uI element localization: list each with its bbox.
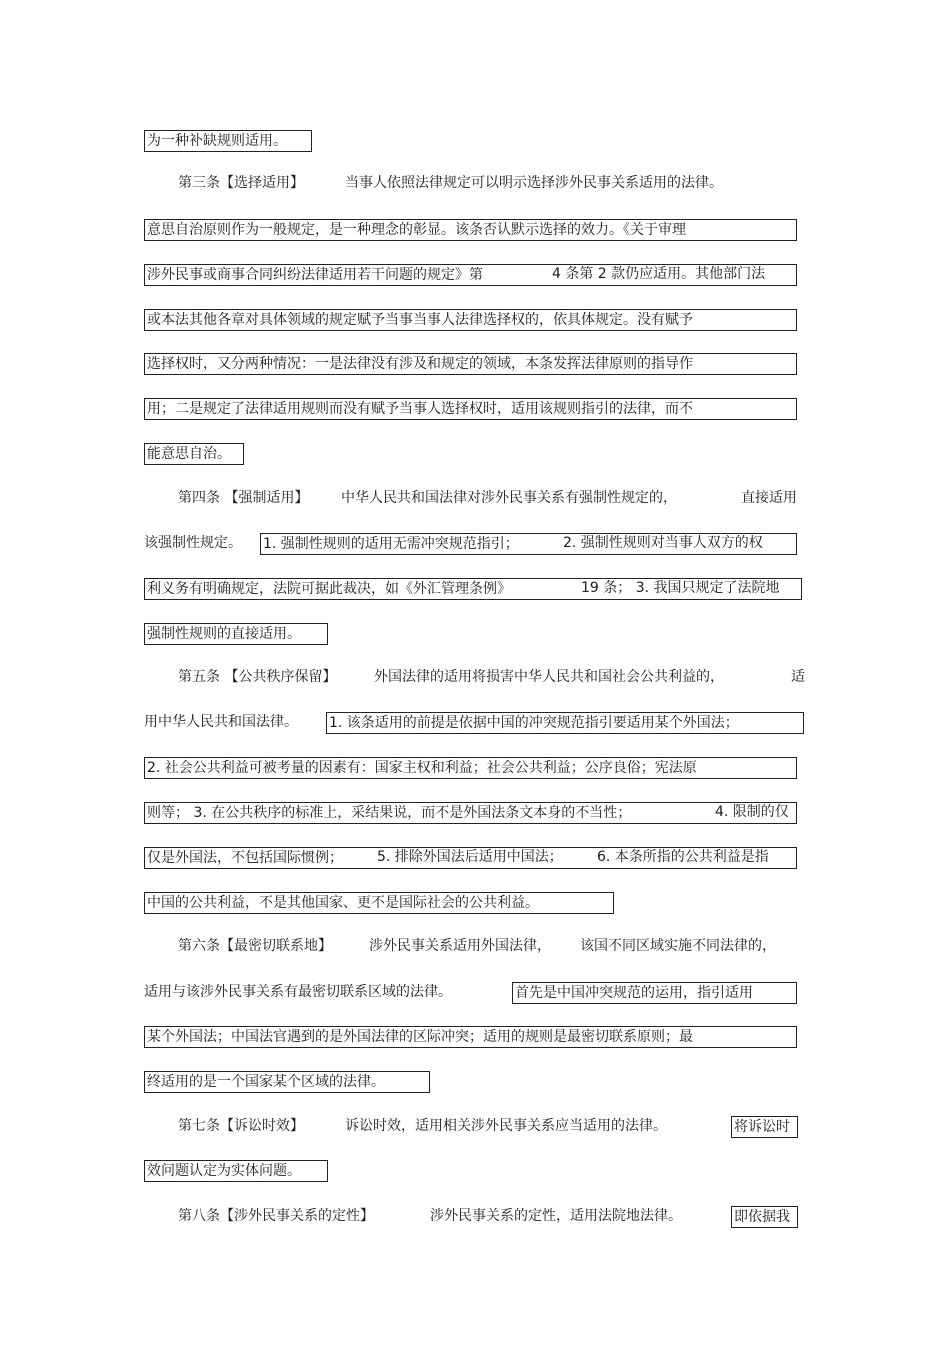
article-6-text: 适用与该涉外民事关系有最密切联系区域的法律。 [144, 984, 452, 1000]
annotation-text: 中国的公共利益，不是其他国家、更不是国际社会的公共利益。 [147, 895, 539, 911]
annotation-text: 将诉讼时 [734, 1119, 790, 1135]
article-3-text: 当事人依照法律规定可以明示选择涉外民事关系适用的法律。 [345, 175, 723, 191]
annotation-box [731, 1206, 798, 1228]
annotation-box [260, 533, 797, 555]
annotation-box [731, 1116, 798, 1138]
article-6-text: 涉外民事关系适用外国法律， [369, 938, 551, 954]
annotation-box [144, 353, 797, 375]
annotation-text: 4 条第 2 款仍应适用。其他部门法 [552, 266, 766, 282]
annotation-box [144, 1026, 797, 1048]
annotation-text: 仅是外国法，不包括国际惯例； [147, 850, 343, 866]
article-4-text: 直接适用 [741, 490, 797, 506]
annotation-text: 1. 强制性规则的适用无需冲突规范指引； [263, 536, 519, 552]
annotation-text: 选择权时，又分两种情况：一是法律没有涉及和规定的领域，本条发挥法律原则的指导作 [147, 356, 693, 372]
annotation-box [144, 847, 797, 869]
article-8-text: 涉外民事关系的定性，适用法院地法律。 [430, 1208, 682, 1224]
annotation-text: 首先是中国冲突规范的运用，指引适用 [515, 985, 753, 1001]
annotation-text: 5. 排除外国法后适用中国法； [377, 849, 563, 865]
annotation-box [144, 219, 797, 241]
annotation-text: 或本法其他各章对具体领域的规定赋予当事当事人法律选择权的，依具体规定。没有赋予 [147, 312, 693, 328]
annotation-box [144, 623, 328, 645]
annotation-box [144, 309, 797, 331]
annotation-text: 为一种补缺规则适用。 [147, 133, 287, 149]
annotation-text: 2. 强制性规则对当事人双方的权 [563, 535, 763, 551]
annotation-text: 意思自治原则作为一般规定，是一种理念的彰显。该条否认默示选择的效力。《关于审理 [147, 222, 686, 238]
annotation-text: 4. 限制的仅 [715, 804, 789, 820]
annotation-text: 强制性规则的直接适用。 [147, 626, 301, 642]
annotation-text: 19 条； 3. 我国只规定了法院地 [581, 580, 780, 596]
annotation-box [144, 892, 614, 914]
annotation-box [512, 982, 797, 1004]
annotation-box [326, 712, 804, 734]
article-5-text: 用中华人民共和国法律。 [144, 714, 298, 730]
article-4-text: 该强制性规定。 [144, 535, 242, 551]
annotation-box [144, 443, 244, 465]
article-6-text: 该国不同区域实施不同法律的， [580, 938, 776, 954]
article-7-text: 诉讼时效，适用相关涉外民事关系应当适用的法律。 [345, 1118, 667, 1134]
annotation-box [144, 264, 797, 286]
annotation-text: 即依据我 [734, 1209, 790, 1225]
annotation-text: 效问题认定为实体问题。 [147, 1163, 301, 1179]
annotation-text: 能意思自治。 [147, 446, 231, 462]
article-5-heading: 第五条 【公共秩序保留】 [178, 669, 337, 685]
article-6-heading: 第六条【最密切联系地】 [178, 938, 332, 954]
annotation-box [144, 130, 312, 152]
article-5-text: 适 [791, 669, 805, 685]
article-8-heading: 第八条【涉外民事关系的定性】 [178, 1208, 374, 1224]
annotation-box [144, 757, 797, 779]
annotation-box [144, 802, 797, 824]
article-5-text: 外国法律的适用将损害中华人民共和国社会公共利益的， [374, 669, 724, 685]
annotation-text: 利义务有明确规定，法院可据此裁决，如《外汇管理条例》 [147, 581, 511, 597]
article-4-text: 中华人民共和国法律对涉外民事关系有强制性规定的， [341, 490, 677, 506]
annotation-text: 涉外民事或商事合同纠纷法律适用若干问题的规定》第 [147, 267, 483, 283]
article-4-heading: 第四条 【强制适用】 [178, 490, 309, 506]
annotation-text: 6. 本条所指的公共利益是指 [597, 849, 769, 865]
annotation-text: 终适用的是一个国家某个区域的法律。 [147, 1074, 385, 1090]
annotation-box [144, 578, 802, 600]
article-3-heading: 第三条【选择适用】 [178, 175, 304, 191]
annotation-box [144, 398, 797, 420]
annotation-text: 则等； 3. 在公共秩序的标准上，采结果说，而不是外国法条文本身的不当性； [147, 805, 632, 821]
annotation-text: 用；二是规定了法律适用规则而没有赋予当事人选择权时，适用该规则指引的法律，而不 [147, 401, 693, 417]
annotation-text: 某个外国法；中国法官遇到的是外国法律的区际冲突；适用的规则是最密切联系原则；最 [147, 1029, 693, 1045]
annotation-box [144, 1071, 430, 1093]
annotation-box [144, 1160, 328, 1182]
annotation-text: 1. 该条适用的前提是依据中国的冲突规范指引要适用某个外国法； [329, 715, 739, 731]
annotation-text: 2. 社会公共利益可被考量的因素有：国家主权和利益；社会公共利益；公序良俗；宪法原 [147, 760, 697, 776]
article-7-heading: 第七条【诉讼时效】 [178, 1118, 304, 1134]
